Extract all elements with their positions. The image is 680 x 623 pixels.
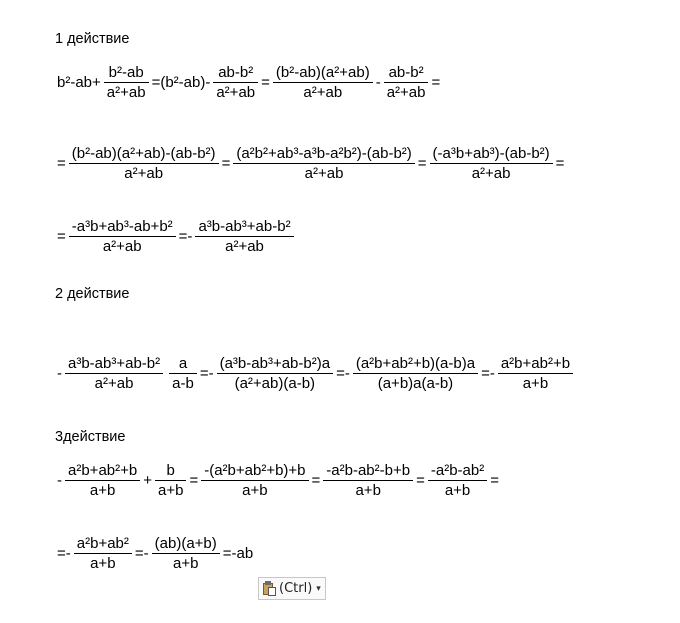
fraction-numerator: -a²b-ab²-b+b [326,462,411,479]
math-operator: =- [199,365,214,382]
math-operator: =-ab [222,545,254,562]
fraction [65,355,163,392]
math-operator: = [490,472,499,489]
fraction-denominator: a²+ab [195,236,293,255]
clipboard-icon [262,581,276,596]
math-operator: = [417,155,427,172]
step3-line-2 [56,535,254,572]
fraction-numerator: a²b+ab² [76,535,129,552]
math-operator: =(b²-ab)- [151,74,211,91]
fraction [213,64,258,101]
fraction [273,64,373,101]
fraction [155,462,186,499]
paste-options-label: (Ctrl) [279,581,313,596]
fraction [428,462,487,499]
fraction [201,462,308,499]
math-operator: = [555,155,565,172]
math-operator: =- [57,545,71,562]
fraction [384,64,429,101]
fraction [430,145,553,182]
fraction-numerator: -a²b-ab² [430,462,485,479]
fraction-numerator: b [166,462,175,479]
fraction-denominator: a²+ab [104,82,149,101]
step1-line-1 [56,64,441,101]
fraction-denominator: a+b [155,480,186,499]
step3-heading: 3действие [55,429,126,445]
step1-line-3 [56,218,296,255]
math-operator: = [221,155,231,172]
fraction-denominator: a²+ab [69,236,176,255]
fraction-numerator: a²b+ab²+b [68,462,138,479]
fraction [69,145,219,182]
fraction-denominator: a²+ab [213,82,258,101]
fraction [65,462,140,499]
math-operator: - [57,472,62,489]
step1-line-2 [56,145,565,182]
fraction-denominator: a+b [323,480,413,499]
fraction-denominator: a-b [169,373,197,392]
fraction-denominator: a+b [498,373,573,392]
math-operator: + [143,472,152,489]
fraction-denominator: a²+ab [65,373,163,392]
math-operator: =- [336,365,350,382]
fraction-numerator: (a²b+ab²+b)(a-b)a [355,355,476,372]
fraction [233,145,414,182]
math-operator: =- [481,365,495,382]
math-operator: = [189,472,199,489]
fraction [104,64,149,101]
fraction-denominator: (a²+ab)(a-b) [217,373,333,392]
fraction-numerator: (-a³b+ab³)-(ab-b²) [432,145,550,162]
paste-options-button[interactable] [258,577,326,600]
fraction [169,355,197,392]
step2-heading: 2 действие [55,286,130,302]
math-operator: =- [134,545,149,562]
fraction-denominator: a²+ab [69,163,219,182]
fraction-numerator: a³b-ab³+ab-b² [68,355,161,372]
fraction [498,355,573,392]
math-operator: =- [178,228,193,245]
math-operator: b²-ab+ [57,74,101,91]
fraction-numerator: (a³b-ab³+ab-b²)a [219,355,331,372]
fraction-denominator: a+b [65,480,140,499]
fraction-denominator: a+b [152,553,220,572]
fraction-denominator: a+b [201,480,308,499]
fraction-numerator: -(a²b+ab²+b)+b [204,462,306,479]
fraction-denominator: a²+ab [233,163,414,182]
fraction-denominator: (a+b)a(a-b) [353,373,478,392]
math-operator: = [311,472,321,489]
math-operator: = [57,155,66,172]
fraction-numerator: ab-b² [218,64,254,81]
fraction [74,535,132,572]
fraction-numerator: -a³b+ab³-ab+b² [71,218,173,235]
fraction-numerator: b²-ab [108,64,144,81]
fraction-numerator: ab-b² [388,64,424,81]
fraction-numerator: a [178,355,188,372]
fraction [69,218,176,255]
math-operator: = [416,472,425,489]
math-operator: - [375,74,381,91]
math-operator: = [57,228,66,245]
fraction [217,355,333,392]
fraction-numerator: (ab)(a+b) [154,535,217,552]
fraction-denominator: a²+ab [273,82,373,101]
fraction-numerator: (a²b²+ab³-a³b-a²b²)-(ab-b²) [236,145,412,162]
fraction-denominator: a+b [74,553,132,572]
fraction [152,535,220,572]
fraction-denominator: a²+ab [384,82,429,101]
step2-line-1 [56,355,575,392]
fraction [323,462,413,499]
math-operator: - [57,365,62,382]
math-operator: = [431,74,441,91]
fraction [353,355,478,392]
chevron-down-icon: ▾ [316,583,321,594]
fraction-numerator: a²b+ab²+b [500,355,571,372]
fraction-numerator: (b²-ab)(a²+ab)-(ab-b²) [71,145,216,162]
step1-heading: 1 действие [55,31,130,47]
math-operator: = [261,74,270,91]
fraction [195,218,293,255]
fraction-numerator: (b²-ab)(a²+ab) [275,64,370,81]
step3-line-1 [56,462,500,499]
fraction-numerator: a³b-ab³+ab-b² [198,218,291,235]
fraction-denominator: a²+ab [430,163,553,182]
fraction-denominator: a+b [428,480,487,499]
